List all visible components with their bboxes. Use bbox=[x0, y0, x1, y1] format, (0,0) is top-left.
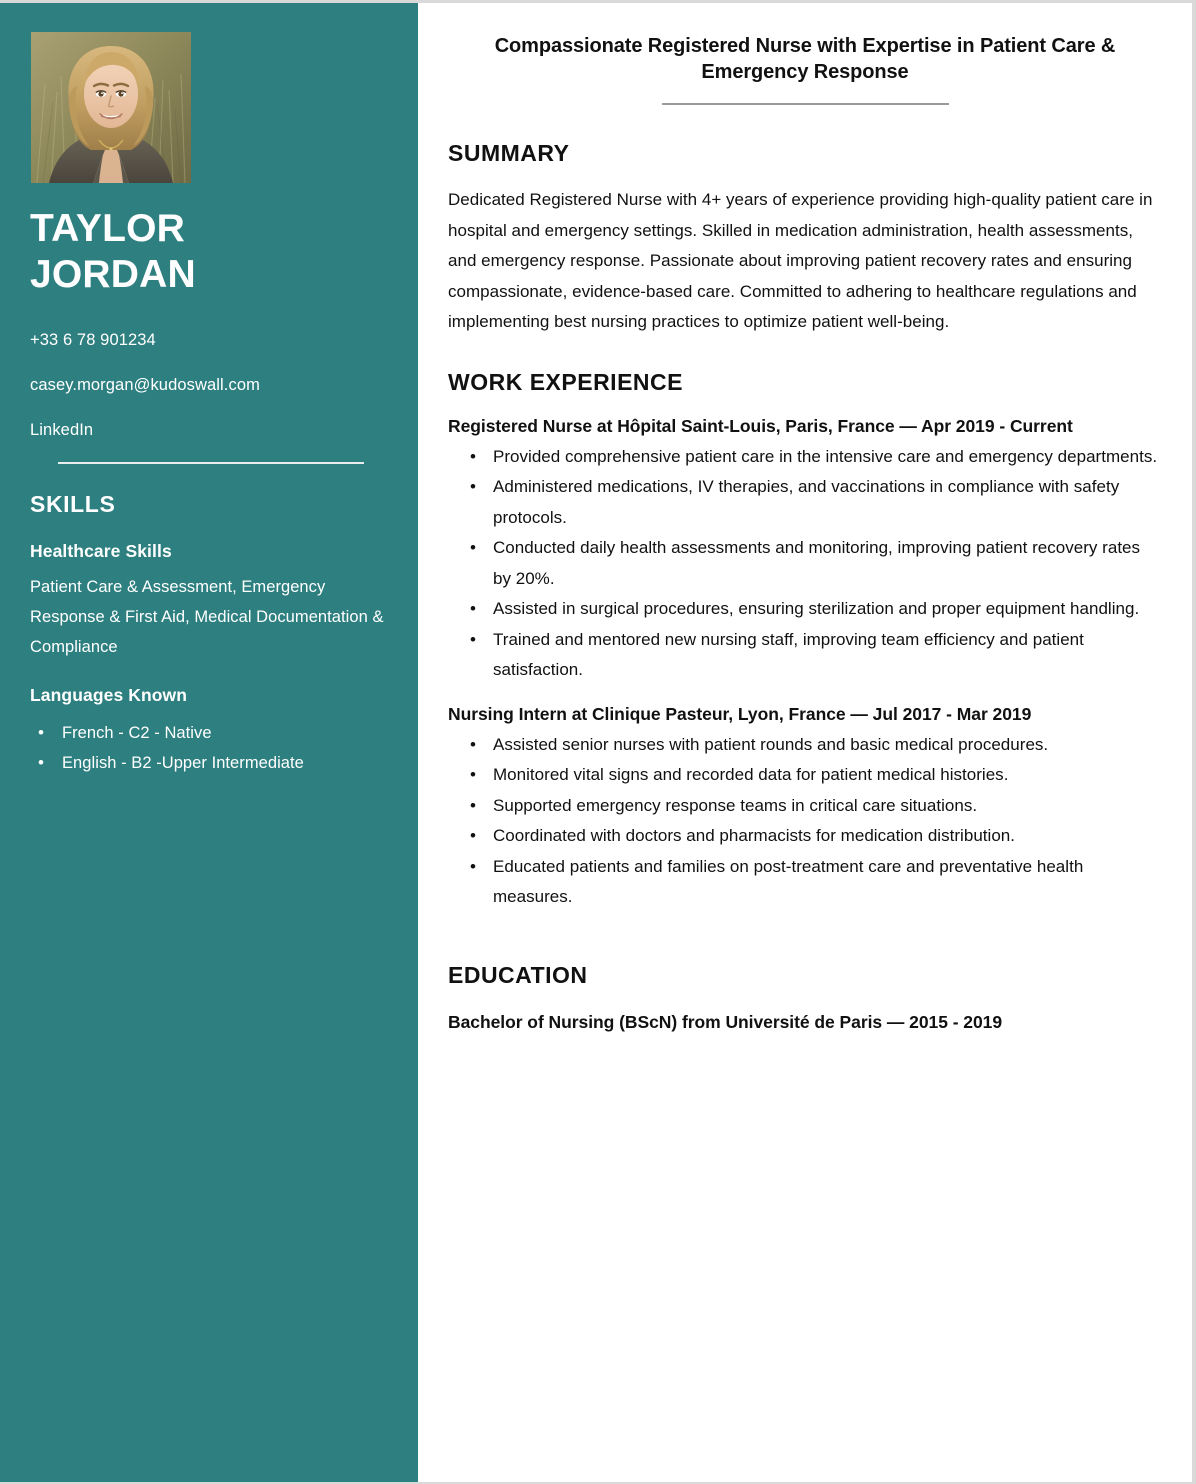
job-entry bbox=[448, 414, 1162, 686]
candidate-last-name: JORDAN bbox=[30, 253, 196, 296]
list-item: • Assisted in surgical procedures, ensuring sterilization and proper equipment handling. bbox=[448, 594, 1162, 625]
job-title: Registered Nurse at Hôpital Saint-Louis, Paris, France — Apr 2019 - Current bbox=[448, 415, 1073, 436]
sidebar bbox=[0, 3, 418, 1482]
healthcare-skills-heading: Healthcare Skills bbox=[30, 541, 172, 561]
list-item: • Provided comprehensive patient care in the intensive care and emergency departments. bbox=[448, 442, 1162, 473]
contact-email[interactable]: casey.morgan@kudoswall.com bbox=[30, 376, 260, 394]
list-item: • English - B2 -Upper Intermediate bbox=[30, 748, 388, 778]
languages-list bbox=[30, 718, 388, 778]
work-experience-heading: WORK EXPERIENCE bbox=[448, 368, 683, 395]
candidate-name bbox=[30, 206, 388, 298]
list-item: • French - C2 - Native bbox=[30, 718, 388, 748]
headline-divider bbox=[662, 103, 949, 105]
list-item: • Administered medications, IV therapies, and vaccinations in compliance with safety protocols. bbox=[448, 472, 1162, 533]
job-bullets bbox=[448, 442, 1162, 686]
list-item: • Supported emergency response teams in critical care situations. bbox=[448, 791, 1162, 822]
summary-section bbox=[448, 139, 1162, 338]
job-entry bbox=[448, 702, 1162, 913]
avatar bbox=[31, 32, 191, 183]
contact-phone[interactable]: +33 6 78 901234 bbox=[30, 331, 156, 349]
work-experience-section bbox=[448, 368, 1162, 913]
languages-heading: Languages Known bbox=[30, 685, 188, 705]
job-title: Nursing Intern at Clinique Pasteur, Lyon, France — Jul 2017 - Mar 2019 bbox=[448, 703, 1032, 724]
candidate-first-name: TAYLOR bbox=[30, 207, 186, 250]
job-bullets bbox=[448, 730, 1162, 913]
list-item: • Assisted senior nurses with patient rounds and basic medical procedures. bbox=[448, 730, 1162, 761]
education-heading: EDUCATION bbox=[448, 961, 588, 988]
summary-text: Dedicated Registered Nurse with 4+ years of experience providing high-quality patient care in hospital and emergency settings. Skilled in medication administration, health assessments, and emergency response. Passionate about improving patient recovery rates and ensuring compassionate, evidence-based care. Committed to adhering to healthcare regulations and implementing best nursing practices to optimize patient well-being. bbox=[448, 190, 1153, 331]
main-content bbox=[418, 3, 1192, 1482]
education-section bbox=[448, 961, 1162, 1034]
list-item: • Monitored vital signs and recorded data for patient medical histories. bbox=[448, 760, 1162, 791]
contact-linkedin[interactable]: LinkedIn bbox=[30, 421, 94, 439]
sidebar-divider bbox=[58, 462, 364, 464]
list-item: • Trained and mentored new nursing staff, improving team efficiency and patient satisfaction. bbox=[448, 625, 1162, 686]
list-item: • Conducted daily health assessments and monitoring, improving patient recovery rates by 20%. bbox=[448, 533, 1162, 594]
list-item: • Educated patients and families on post-treatment care and preventative health measures. bbox=[448, 852, 1162, 913]
skills-heading: SKILLS bbox=[30, 491, 116, 517]
page-title: Compassionate Registered Nurse with Expertise in Patient Care & Emergency Response bbox=[494, 35, 1116, 83]
skills-section bbox=[30, 490, 388, 778]
contact-list bbox=[30, 330, 388, 440]
summary-heading: SUMMARY bbox=[448, 140, 570, 166]
list-item: • Coordinated with doctors and pharmacists for medication distribution. bbox=[448, 821, 1162, 852]
healthcare-skills-text: Patient Care & Assessment, Emergency Response & First Aid, Medical Documentation & Compliance bbox=[30, 578, 384, 656]
education-entry: Bachelor of Nursing (BScN) from Université de Paris — 2015 - 2019 bbox=[448, 1011, 1003, 1032]
